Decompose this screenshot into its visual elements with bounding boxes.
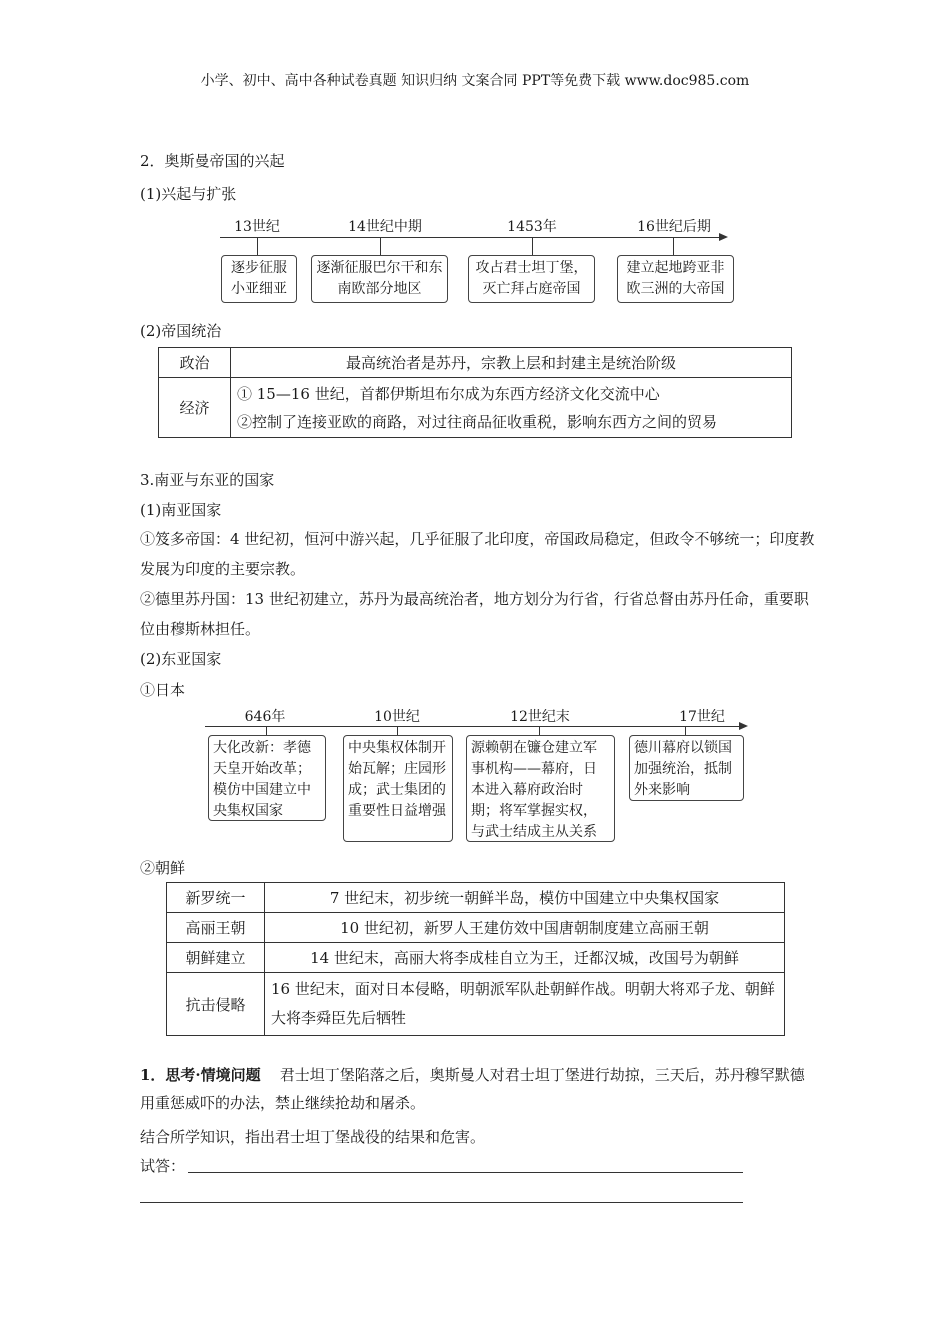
table-cell: 最高统治者是苏丹，宗教上层和封建主是统治阶级 bbox=[231, 348, 792, 378]
question-text: 君士坦丁堡陷落之后，奥斯曼人对君士坦丁堡进行劫掠，三天后，苏丹穆罕默德用重惩威吓的办法，禁止继续抢劫和屠杀。 bbox=[140, 1066, 805, 1112]
timeline-tick bbox=[397, 726, 398, 735]
section-3-sub1: (1)南亚国家 bbox=[140, 501, 222, 519]
timeline-box: 攻占君士坦丁堡，灭亡拜占庭帝国 bbox=[468, 255, 595, 303]
timeline-tick bbox=[673, 237, 674, 255]
timeline-tick bbox=[532, 237, 533, 255]
table-label: 经济 bbox=[159, 378, 231, 438]
timeline-tick bbox=[539, 726, 540, 735]
paragraph-delhi: ②德里苏丹国：13 世纪初建立，苏丹为最高统治者，地方划分为行省，行省总督由苏丹任命，重要职位由穆斯林担任。 bbox=[140, 590, 809, 638]
timeline-axis bbox=[220, 237, 720, 238]
economy-point-2: ②控制了连接亚欧的商路，对过往商品征收重税，影响东西方之间的贸易 bbox=[237, 412, 718, 431]
question-label: 1．思考·情境问题 bbox=[140, 1066, 261, 1084]
table-cell: 16 世纪末，面对日本侵略，明朝派军队赴朝鲜作战。明朝大将邓子龙、朝鲜大将李舜臣先后牺牲 bbox=[265, 973, 785, 1036]
table-cell bbox=[231, 378, 792, 438]
table-label: 高丽王朝 bbox=[167, 913, 265, 943]
timeline-arrow bbox=[739, 722, 748, 730]
timeline-box: 中央集权体制开始瓦解；庄园形成；武士集团的重要性日益增强 bbox=[343, 735, 453, 842]
timeline-tick bbox=[266, 726, 267, 735]
korea-heading: ②朝鲜 bbox=[140, 859, 186, 877]
timeline-tick bbox=[380, 237, 381, 255]
paragraph-gupta: ①笈多帝国：4 世纪初，恒河中游兴起，几乎征服了北印度，帝国政局稳定，但政令不够统一；印度教发展为印度的主要宗教。 bbox=[140, 530, 815, 578]
timeline-date: 16世纪后期 bbox=[637, 219, 711, 235]
timeline-date: 14世纪中期 bbox=[348, 219, 422, 235]
question-block bbox=[140, 1061, 815, 1117]
timeline-box: 源赖朝在镰仓建立军事机构——幕府，日本进入幕府政治时期；将军掌握实权，与武士结成主从关系 bbox=[466, 735, 615, 842]
timeline-date: 646年 bbox=[244, 709, 286, 725]
economy-point-1: ① 15—16 世纪，首都伊斯坦布尔成为东西方经济文化交流中心 bbox=[237, 384, 660, 403]
table-label: 新罗统一 bbox=[167, 883, 265, 913]
timeline-date: 12世纪末 bbox=[510, 709, 570, 725]
table-cell: 10 世纪初，新罗人王建仿效中国唐朝制度建立高丽王朝 bbox=[265, 913, 785, 943]
timeline-date: 10世纪 bbox=[374, 709, 420, 725]
timeline-date: 13世纪 bbox=[234, 219, 280, 235]
timeline-box: 逐渐征服巴尔干和东南欧部分地区 bbox=[311, 255, 448, 303]
timeline-box: 逐步征服小亚细亚 bbox=[221, 255, 297, 303]
section-3-sub2: (2)东亚国家 bbox=[140, 650, 222, 668]
section-2-title: 2．奥斯曼帝国的兴起 bbox=[140, 152, 285, 170]
table-label: 抗击侵略 bbox=[167, 973, 265, 1036]
timeline-tick bbox=[685, 726, 686, 735]
table-label: 朝鲜建立 bbox=[167, 943, 265, 973]
table-cell: 7 世纪末，初步统一朝鲜半岛，模仿中国建立中央集权国家 bbox=[265, 883, 785, 913]
section-3-title: 3.南亚与东亚的国家 bbox=[140, 471, 275, 489]
timeline-box: 德川幕府以锁国加强统治，抵制外来影响 bbox=[629, 735, 744, 801]
timeline-date: 17世纪 bbox=[679, 709, 725, 725]
ottoman-rule-table bbox=[158, 347, 792, 438]
section-2-sub1: (1)兴起与扩张 bbox=[140, 185, 237, 203]
timeline-box: 大化改新：孝德天皇开始改革；模仿中国建立中央集权国家 bbox=[208, 735, 326, 821]
table-label: 政治 bbox=[159, 348, 231, 378]
page-header: 小学、初中、高中各种试卷真题 知识归纳 文案合同 PPT等免费下载 www.doc985.com bbox=[200, 73, 750, 89]
timeline-axis bbox=[205, 726, 740, 727]
answer-line-2[interactable] bbox=[140, 1202, 743, 1203]
answer-label: 试答： bbox=[140, 1157, 186, 1175]
answer-line-1[interactable] bbox=[188, 1172, 743, 1173]
timeline-tick bbox=[257, 237, 258, 255]
table-cell: 14 世纪末，高丽大将李成桂自立为王，迁都汉城，改国号为朝鲜 bbox=[265, 943, 785, 973]
question-prompt: 结合所学知识，指出君士坦丁堡战役的结果和危害。 bbox=[140, 1128, 486, 1146]
timeline-box: 建立起地跨亚非欧三洲的大帝国 bbox=[617, 255, 734, 303]
section-2-sub2: (2)帝国统治 bbox=[140, 322, 222, 340]
korea-table bbox=[166, 882, 785, 1036]
japan-heading: ①日本 bbox=[140, 681, 186, 699]
timeline-date: 1453年 bbox=[507, 219, 557, 235]
